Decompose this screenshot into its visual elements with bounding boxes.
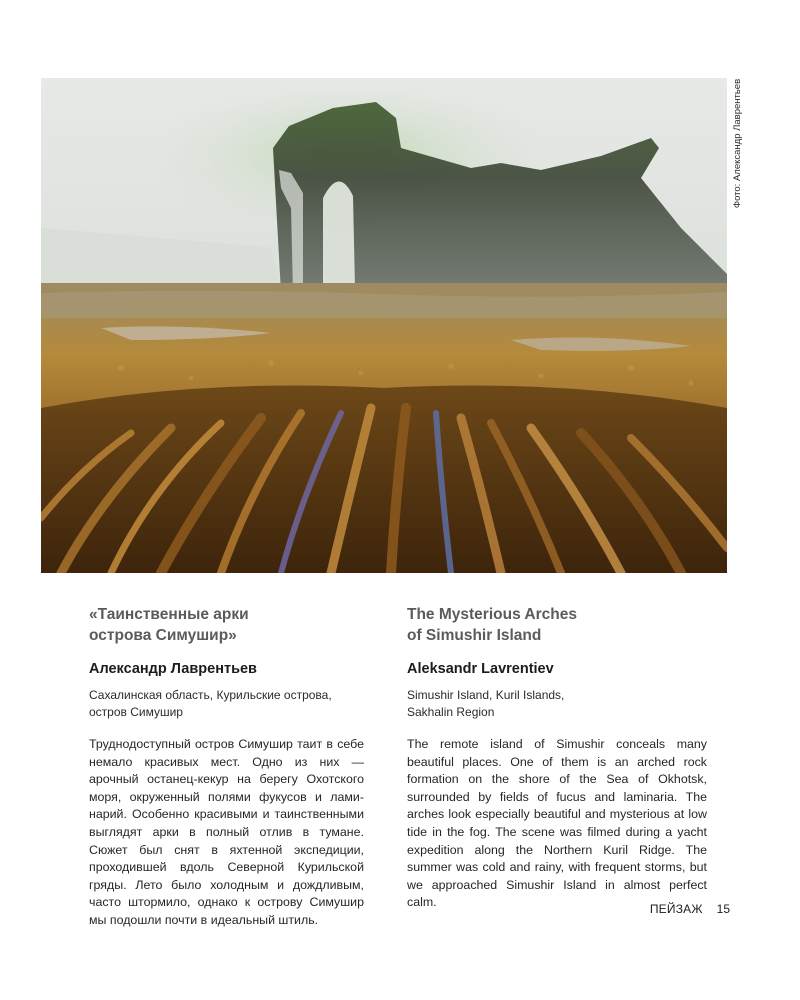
english-column [407, 604, 707, 912]
russian-title [89, 604, 364, 646]
photo-credit-text: Фото: Александр Лаврентьев [732, 78, 744, 208]
page-footer [600, 902, 730, 916]
russian-body: Труднодоступный остров Симушир таит в себе немало красивых мест. Одно из них — арочный останец-кекур на берегу Охотского моря, окруженный полями фукусов и ламинарий. Особенно красивыми и таинственными выглядят арки в полный отлив в тумане. Сюжет был снят в яхтенной экспедиции, проходившей вдоль Северной Курильской гряды. Лето было холодным и дождливым, часто штормило, однако к острову Симушир мы подошли почти в идеальный штиль. [89, 737, 364, 927]
section-name: ПЕЙЗАЖ [649, 902, 703, 916]
page-number: 15 [716, 902, 730, 916]
arches-illustration [41, 78, 727, 573]
russian-title-line2: острова Симушир» [89, 627, 237, 644]
english-title-line2: of Simushir Island [407, 627, 542, 644]
russian-column [89, 604, 364, 930]
english-place-line1: Simushir Island, Kuril Islands, [407, 688, 565, 702]
russian-title-line1: «Таинственные арки [89, 606, 249, 623]
russian-place-line2: остров Симушир [89, 705, 183, 719]
russian-author: Александр Лаврентьев [89, 661, 257, 677]
russian-place [89, 687, 364, 721]
english-body: The remote island of Simushir conceals many beautiful places. One of them is an arched rock formation on the shore of the Sea of Okhotsk, surrounded by fields of fucus and laminaria. The arches look especially beautiful and mysterious at low tide in the fog. The scene was filmed during a yacht expedition along the Northern Kuril Ridge. The summer was cold and rainy, with frequent storms, but we approached Simushir Island in almost perfect calm. [407, 737, 707, 910]
english-place-line2: Sakhalin Region [407, 705, 495, 719]
english-author: Aleksandr Lavrentiev [407, 661, 554, 677]
landscape-photo [41, 78, 727, 573]
russian-place-line1: Сахалинская область, Курильские острова, [89, 688, 332, 702]
english-title-line1: The Mysterious Arches [407, 606, 577, 623]
english-place [407, 687, 707, 721]
english-title [407, 604, 707, 646]
photo-credit [728, 78, 748, 208]
